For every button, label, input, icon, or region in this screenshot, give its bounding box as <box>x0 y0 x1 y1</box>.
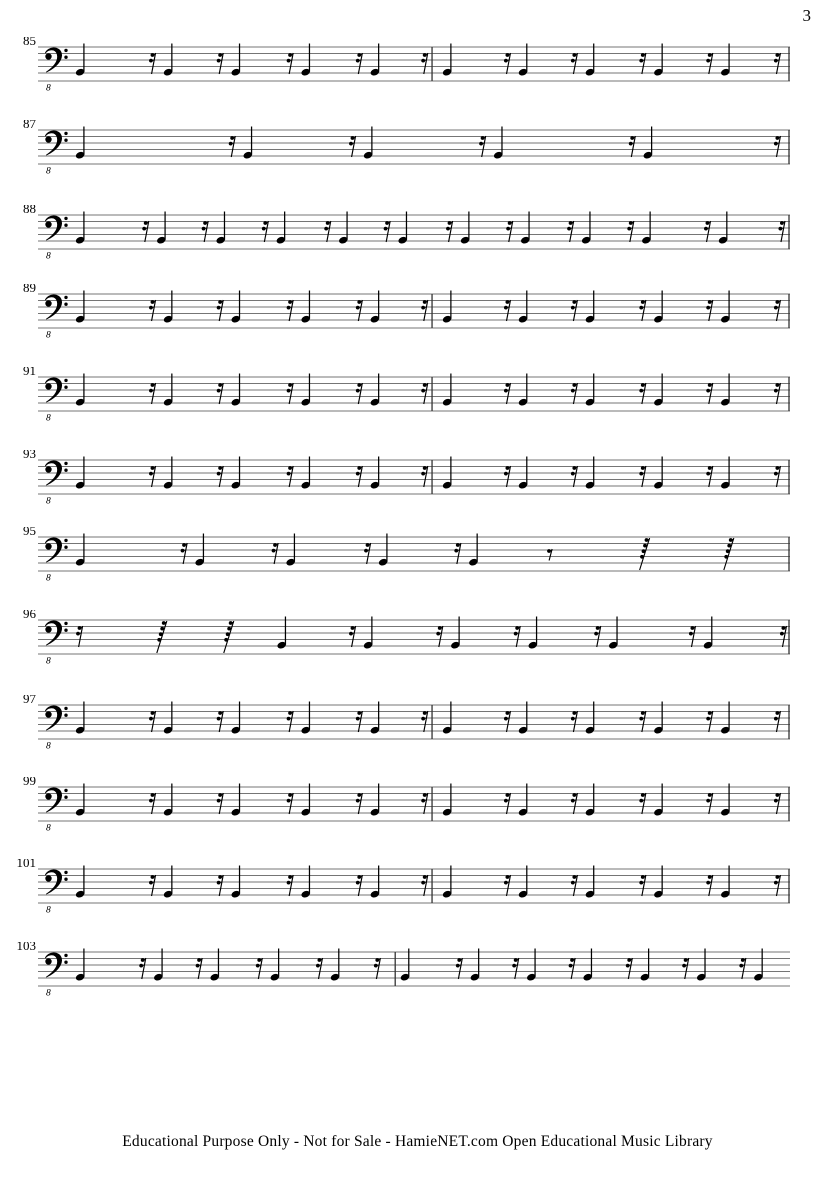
sixteenth-rest-icon <box>774 793 781 814</box>
sixteenth-rest-icon <box>504 466 511 487</box>
sixteenth-rest-icon <box>571 383 578 404</box>
sixteenth-rest-icon <box>217 383 223 404</box>
sixteenth-rest-icon <box>149 875 156 896</box>
sixteenth-rest-icon <box>774 383 781 404</box>
sixteenth-rest-icon <box>272 543 279 564</box>
sixteenth-rest-icon <box>739 958 746 979</box>
sixteenth-rest-icon <box>567 221 574 242</box>
sixteenth-rest-icon <box>421 875 428 896</box>
staff-system-89 <box>0 284 835 356</box>
sixteenth-rest-icon <box>594 626 601 647</box>
sixteenth-rest-icon <box>706 466 713 487</box>
sixteenth-rest-icon <box>149 383 156 404</box>
measure-number: 96 <box>23 610 36 621</box>
sixteenth-rest-icon <box>504 300 511 321</box>
sixteenth-rest-icon <box>421 53 428 74</box>
sixtyfourth-rest-icon <box>640 538 650 570</box>
sixteenth-rest-icon <box>181 543 188 564</box>
measure-number: 95 <box>23 527 36 538</box>
sixteenth-rest-icon <box>639 711 646 732</box>
sixteenth-rest-icon <box>217 53 223 74</box>
sixteenth-rest-icon <box>639 383 646 404</box>
sixteenth-rest-icon <box>324 221 331 242</box>
sixteenth-rest-icon <box>356 793 363 814</box>
sixteenth-rest-icon <box>217 711 223 732</box>
sixteenth-rest-icon <box>287 53 294 74</box>
sixteenth-rest-icon <box>706 53 713 74</box>
sixteenth-rest-icon <box>217 875 223 896</box>
sixteenth-rest-icon <box>774 875 781 896</box>
sixteenth-rest-icon <box>778 221 785 242</box>
sixteenth-rest-icon <box>706 793 713 814</box>
sixteenth-rest-icon <box>689 626 696 647</box>
staff-system-88 <box>0 205 835 277</box>
staff-system-103 <box>0 942 835 1014</box>
measure-number: 88 <box>23 205 36 216</box>
measure-number: 85 <box>23 37 36 48</box>
sixteenth-rest-icon <box>639 793 646 814</box>
sixteenth-rest-icon <box>202 221 209 242</box>
sixteenth-rest-icon <box>514 626 521 647</box>
octave-8-label: 8 <box>46 741 51 752</box>
sixteenth-rest-icon <box>504 383 511 404</box>
staff-system-87 <box>0 120 835 192</box>
sixteenth-rest-icon <box>571 53 578 74</box>
octave-8-label: 8 <box>46 413 51 424</box>
sixteenth-rest-icon <box>287 875 294 896</box>
sixteenth-rest-icon <box>629 136 636 157</box>
sixteenth-rest-icon <box>504 793 511 814</box>
sixteenth-rest-icon <box>627 221 634 242</box>
sixteenth-rest-icon <box>774 300 781 321</box>
sixtyfourth-rest-icon <box>224 621 234 653</box>
sixteenth-rest-icon <box>774 466 781 487</box>
measure-number: 99 <box>23 777 36 788</box>
sixteenth-rest-icon <box>356 300 363 321</box>
sixteenth-rest-icon <box>436 626 443 647</box>
page-number: 3 <box>802 6 811 25</box>
sixteenth-rest-icon <box>149 53 156 74</box>
sixteenth-rest-icon <box>682 958 689 979</box>
staff-system-97 <box>0 695 835 767</box>
sixteenth-rest-icon <box>706 711 713 732</box>
sixteenth-rest-icon <box>356 53 363 74</box>
sixteenth-rest-icon <box>571 300 578 321</box>
sixteenth-rest-icon <box>149 466 156 487</box>
measure-number: 87 <box>23 120 36 131</box>
sixteenth-rest-icon <box>229 136 235 157</box>
sixteenth-rest-icon <box>639 300 646 321</box>
sixteenth-rest-icon <box>626 958 633 979</box>
measure-number: 89 <box>23 284 36 295</box>
sixteenth-rest-icon <box>421 383 428 404</box>
sixteenth-rest-icon <box>774 136 781 157</box>
octave-8-label: 8 <box>46 905 51 916</box>
sixteenth-rest-icon <box>421 793 428 814</box>
sixteenth-rest-icon <box>364 543 371 564</box>
staff-system-91 <box>0 367 835 439</box>
staff-system-93 <box>0 450 835 522</box>
sixteenth-rest-icon <box>454 543 460 564</box>
octave-8-label: 8 <box>46 823 51 834</box>
sixteenth-rest-icon <box>421 300 428 321</box>
measure-number: 101 <box>16 859 36 870</box>
sixteenth-rest-icon <box>149 711 156 732</box>
sixteenth-rest-icon <box>374 958 381 979</box>
sixteenth-rest-icon <box>479 136 486 157</box>
sixteenth-rest-icon <box>349 626 355 647</box>
footer-text: Educational Purpose Only - Not for Sale - HamieNET.com Open Educational Music Library <box>122 1133 713 1150</box>
sixteenth-rest-icon <box>504 711 511 732</box>
sixteenth-rest-icon <box>504 53 511 74</box>
sixteenth-rest-icon <box>639 875 646 896</box>
sixteenth-rest-icon <box>217 466 223 487</box>
staff-system-96 <box>0 610 835 682</box>
sixteenth-rest-icon <box>356 466 363 487</box>
sixteenth-rest-icon <box>774 53 781 74</box>
sixteenth-rest-icon <box>149 793 156 814</box>
sixteenth-rest-icon <box>356 383 363 404</box>
measure-number: 97 <box>23 695 36 706</box>
sixteenth-rest-icon <box>704 221 711 242</box>
measure-number: 93 <box>23 450 36 461</box>
sixtyfourth-rest-icon <box>724 538 734 570</box>
sixteenth-rest-icon <box>316 958 323 979</box>
sixteenth-rest-icon <box>706 300 713 321</box>
sixteenth-rest-icon <box>287 793 294 814</box>
staff-system-101 <box>0 859 835 931</box>
octave-8-label: 8 <box>46 656 51 667</box>
eighth-rest-icon <box>547 549 552 561</box>
sixteenth-rest-icon <box>287 300 294 321</box>
octave-8-label: 8 <box>46 166 51 177</box>
sixteenth-rest-icon <box>349 136 355 157</box>
sixteenth-rest-icon <box>356 711 363 732</box>
sixteenth-rest-icon <box>506 221 512 242</box>
sixteenth-rest-icon <box>706 383 713 404</box>
sixteenth-rest-icon <box>504 875 511 896</box>
sixteenth-rest-icon <box>774 711 781 732</box>
sixteenth-rest-icon <box>639 466 646 487</box>
sixteenth-rest-icon <box>149 300 156 321</box>
sixteenth-rest-icon <box>262 221 269 242</box>
sixteenth-rest-icon <box>706 875 713 896</box>
sixteenth-rest-icon <box>196 958 202 979</box>
sixteenth-rest-icon <box>356 875 363 896</box>
sixteenth-rest-icon <box>287 383 294 404</box>
sixteenth-rest-icon <box>384 221 391 242</box>
staff-system-99 <box>0 777 835 849</box>
sixteenth-rest-icon <box>571 875 578 896</box>
sixteenth-rest-icon <box>287 711 294 732</box>
sixteenth-rest-icon <box>287 466 294 487</box>
sixteenth-rest-icon <box>76 626 83 647</box>
sixteenth-rest-icon <box>571 466 578 487</box>
sixteenth-rest-icon <box>456 958 463 979</box>
octave-8-label: 8 <box>46 988 51 999</box>
sixteenth-rest-icon <box>142 221 149 242</box>
octave-8-label: 8 <box>46 573 51 584</box>
sixteenth-rest-icon <box>139 958 146 979</box>
sixteenth-rest-icon <box>569 958 576 979</box>
sixteenth-rest-icon <box>256 958 263 979</box>
staff-system-95 <box>0 527 835 599</box>
sixteenth-rest-icon <box>512 958 519 979</box>
sixteenth-rest-icon <box>571 711 578 732</box>
sixteenth-rest-icon <box>639 53 646 74</box>
measure-number: 103 <box>16 942 36 953</box>
sixtyfourth-rest-icon <box>157 621 167 653</box>
measure-number: 91 <box>23 367 36 378</box>
staff-system-85 <box>0 37 835 109</box>
sixteenth-rest-icon <box>421 711 428 732</box>
octave-8-label: 8 <box>46 496 51 507</box>
sixteenth-rest-icon <box>780 626 787 647</box>
sixteenth-rest-icon <box>217 300 223 321</box>
sixteenth-rest-icon <box>571 793 578 814</box>
sixteenth-rest-icon <box>217 793 223 814</box>
octave-8-label: 8 <box>46 330 51 341</box>
sixteenth-rest-icon <box>421 466 428 487</box>
sixteenth-rest-icon <box>446 221 453 242</box>
octave-8-label: 8 <box>46 83 51 94</box>
octave-8-label: 8 <box>46 251 51 262</box>
